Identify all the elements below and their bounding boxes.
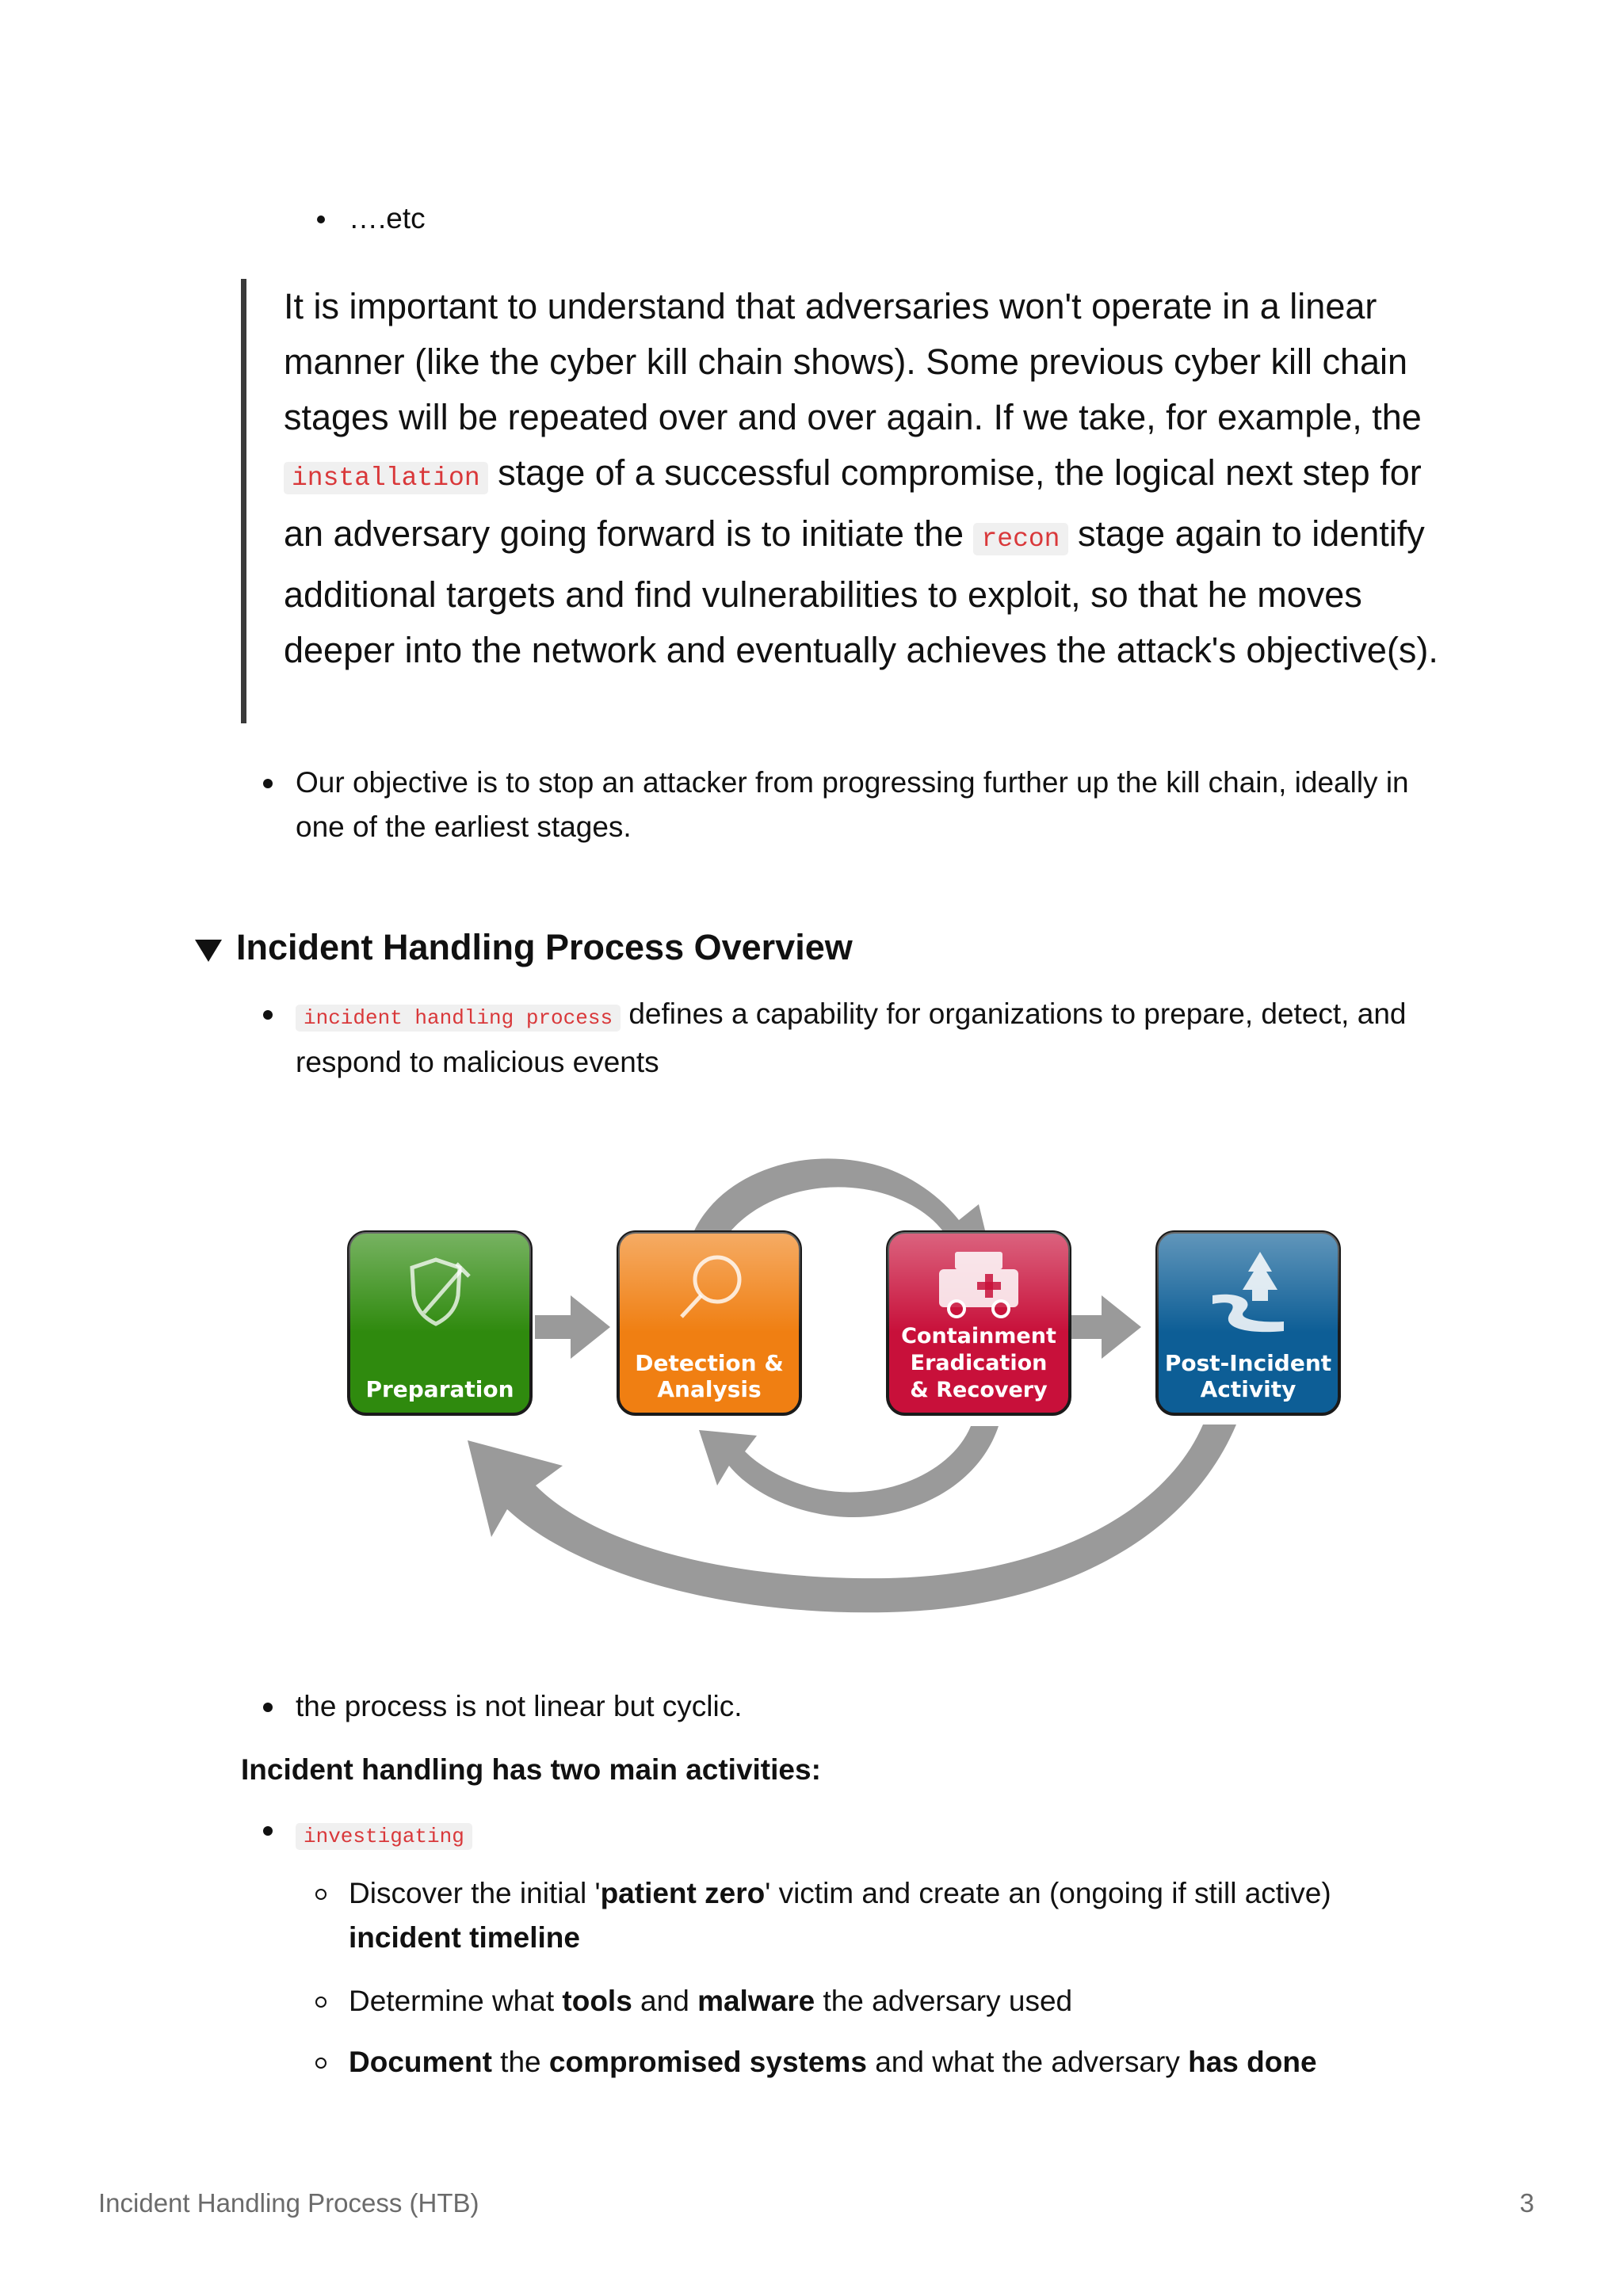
arrow-prep-to-detect xyxy=(535,1295,610,1359)
sub-item-document xyxy=(349,2040,1317,2084)
sub1-text-c: ' victim and create an (ongoing if still active) xyxy=(765,1877,1331,1909)
sub3-has-done: has done xyxy=(1188,2046,1317,2078)
stage-post-incident xyxy=(1157,1232,1339,1414)
stage-label-containment-1: Containment xyxy=(901,1324,1056,1348)
quote-bar xyxy=(241,279,246,723)
bullet xyxy=(317,215,325,223)
code-investigating: investigating xyxy=(296,1823,472,1850)
bottom-small-arc-arrow xyxy=(699,1426,999,1517)
arrow-contain-to-post xyxy=(1066,1295,1141,1359)
quote-text-3: stage again to identify additional targets and find vulnerabilities to exploit, so that he moves deeper into the network and eventually achieves the attack's objective(s). xyxy=(284,513,1438,670)
bullet xyxy=(263,1826,273,1836)
sub-item-patient-zero xyxy=(349,1871,1426,1960)
sub3-document: Document xyxy=(349,2046,492,2078)
stage-label-preparation: Preparation xyxy=(365,1376,514,1402)
code-installation: installation xyxy=(284,462,488,494)
quote-text-2: stage of a successful compromise, the logical next step for an adversary going forward is to initiate the xyxy=(284,452,1422,554)
stage-label-detection-2: Analysis xyxy=(657,1376,762,1402)
sub1-patient-zero: patient zero xyxy=(600,1877,766,1909)
bullet xyxy=(263,779,273,788)
stage-label-post-2: Activity xyxy=(1200,1376,1296,1402)
stage-label-containment-3: & Recovery xyxy=(910,1378,1048,1402)
sub3-text-b: the xyxy=(491,2046,549,2078)
stage-preparation xyxy=(349,1232,531,1414)
sub-bullet xyxy=(315,1889,327,1900)
sub2-tools: tools xyxy=(562,1985,632,2017)
code-recon: recon xyxy=(973,523,1067,555)
activities-heading: Incident handling has two main activities: xyxy=(241,1753,821,1786)
code-incident-handling-process: incident handling process xyxy=(296,1005,621,1032)
sub2-text-a: Determine what xyxy=(349,1985,563,2017)
bullet xyxy=(263,1703,273,1712)
stage-containment xyxy=(888,1232,1070,1414)
section-title[interactable]: Incident Handling Process Overview xyxy=(236,927,853,967)
footer-title: Incident Handling Process (HTB) xyxy=(98,2188,479,2218)
bottom-big-arc-arrow xyxy=(468,1425,1236,1612)
triangle-down-icon[interactable] xyxy=(195,940,222,967)
cycle-arrows xyxy=(468,1158,1236,1612)
sub-bullet xyxy=(315,1997,327,2008)
sub2-text-e: the adversary used xyxy=(815,1985,1073,2017)
cyclic-item: the process is not linear but cyclic. xyxy=(296,1690,743,1722)
list-item-etc: ….etc xyxy=(349,202,426,235)
stage-label-detection-1: Detection & xyxy=(635,1350,784,1376)
sub2-text-c: and xyxy=(632,1985,698,2017)
sub3-text-d: and what the adversary xyxy=(866,2046,1189,2078)
ihp-definition-text: defines a capability for organizations to prepare, detect, and respond to malicious events xyxy=(296,997,1407,1078)
objective-item: Our objective is to stop an attacker from progressing further up the kill chain, ideally in one of the earliest stages. xyxy=(296,766,1409,843)
sub1-incident-timeline: incident timeline xyxy=(349,1921,580,1954)
kill-chain-quote xyxy=(284,279,1441,678)
stage-label-containment-2: Eradication xyxy=(910,1351,1048,1375)
page-number: 3 xyxy=(1519,2188,1534,2218)
incident-handling-diagram xyxy=(333,1125,1363,1652)
stage-detection xyxy=(618,1232,800,1414)
sub2-malware: malware xyxy=(697,1985,815,2017)
bullet xyxy=(263,1010,273,1020)
ihp-definition-item xyxy=(296,992,1437,1085)
investigating-item xyxy=(296,1810,472,1859)
quote-text-1: It is important to understand that adversaries won't operate in a linear manner (like the cyber kill chain shows). Some previous cyber kill chain stages will be repeated over and over again. If we take, for example, the xyxy=(284,286,1422,437)
sub1-text-a: Discover the initial ' xyxy=(349,1877,601,1909)
sub-bullet xyxy=(315,2058,327,2069)
stage-label-post-1: Post-Incident xyxy=(1164,1350,1332,1376)
sub3-compromised-systems: compromised systems xyxy=(548,2046,867,2078)
sub-item-tools-malware xyxy=(349,1979,1072,2023)
